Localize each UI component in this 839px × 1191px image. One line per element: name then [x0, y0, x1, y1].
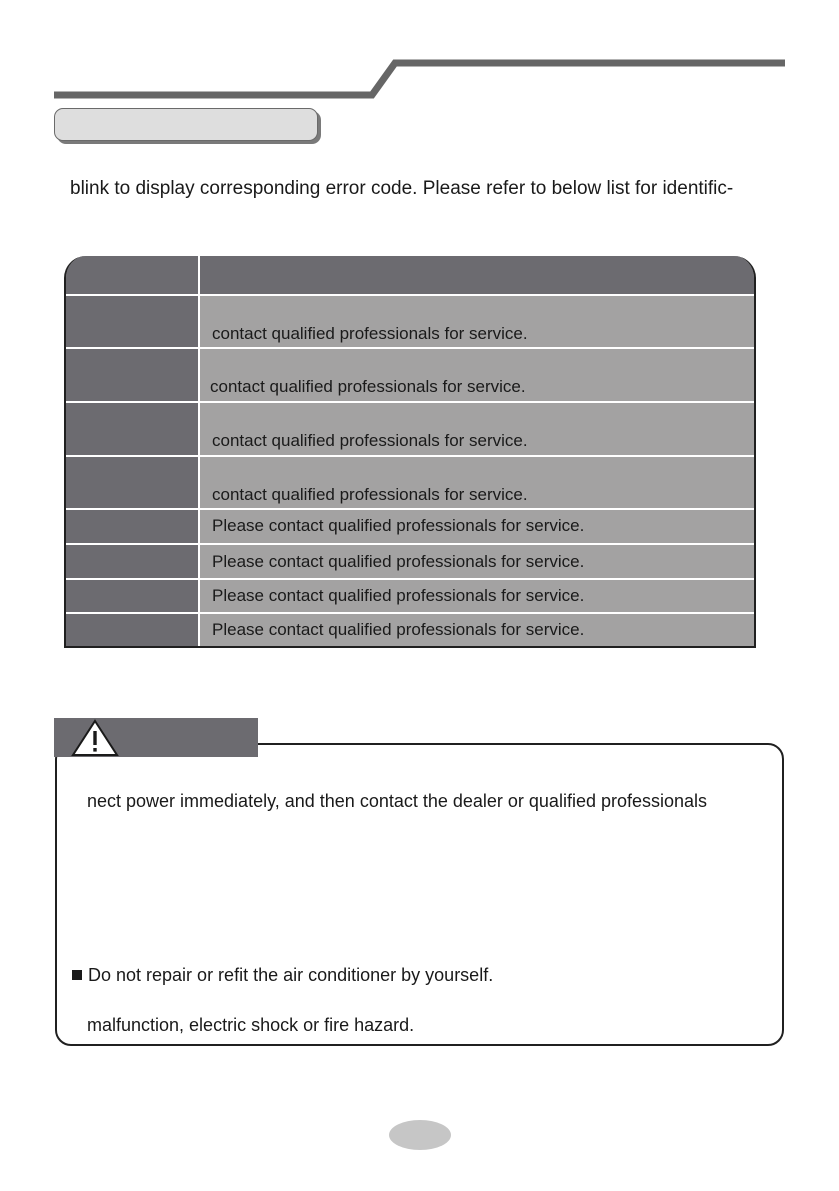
row-description: contact qualified professionals for service. — [212, 324, 528, 343]
row-description: Please contact qualified professionals for service. — [212, 516, 585, 535]
error-code-table — [64, 256, 756, 648]
warning-bullet-line — [72, 965, 493, 986]
warning-line: Do not repair or refit the air conditioner by yourself. — [88, 965, 494, 985]
table-row — [66, 508, 754, 543]
row-description: Please contact qualified professionals for service. — [212, 620, 585, 639]
warning-box — [55, 743, 784, 1046]
page-number-badge — [389, 1120, 451, 1150]
warning-line: malfunction, electric shock or fire hazard. — [87, 1015, 415, 1035]
warning-triangle-icon — [70, 718, 120, 758]
header-rule — [0, 0, 839, 110]
row-description: contact qualified professionals for service. — [210, 377, 526, 396]
row-description: contact qualified professionals for service. — [212, 485, 528, 504]
row-description: contact qualified professionals for service. — [212, 431, 528, 450]
table-row — [66, 612, 754, 648]
warning-line: nect power immediately, and then contact the dealer or qualified professionals — [87, 791, 708, 811]
row-description: Please contact qualified professionals for service. — [212, 586, 585, 605]
intro-text: blink to display corresponding error code. Please refer to below list for identific- — [70, 178, 734, 199]
bullet-icon — [72, 970, 82, 980]
table-row — [66, 578, 754, 612]
table-row — [66, 543, 754, 578]
table-row — [66, 455, 754, 508]
row-description: Please contact qualified professionals for service. — [212, 552, 585, 571]
table-row — [66, 401, 754, 455]
section-title-pill — [54, 108, 318, 141]
warning-tab — [54, 718, 258, 757]
table-header — [66, 256, 754, 294]
table-row — [66, 347, 754, 401]
table-row — [66, 294, 754, 347]
